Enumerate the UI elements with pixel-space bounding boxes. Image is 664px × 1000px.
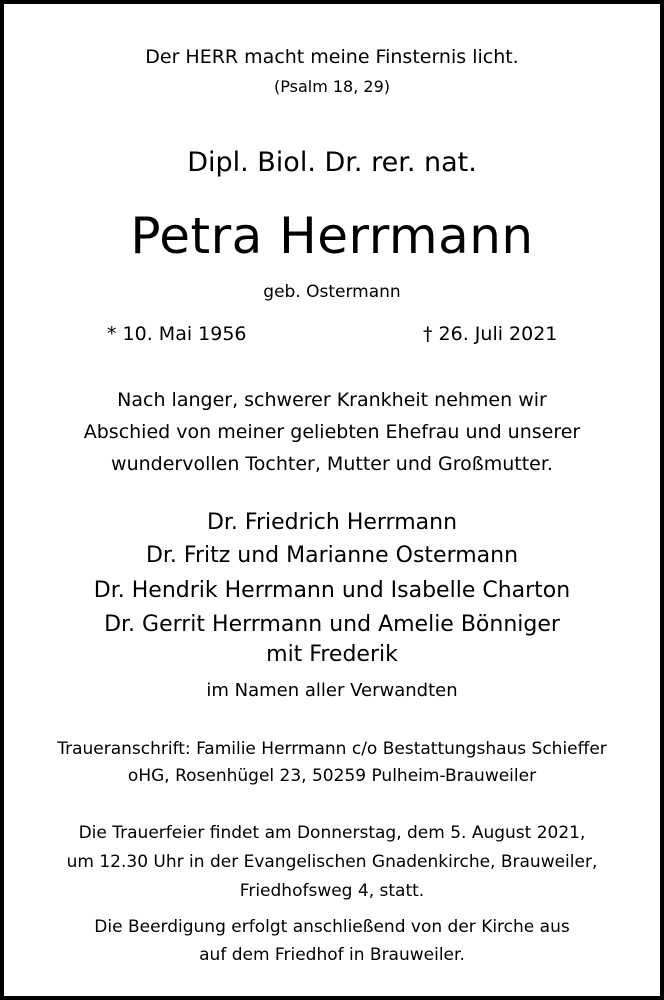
mourner-name: Dr. Fritz und Marianne Ostermann — [145, 543, 519, 568]
deceased-name: Petra Herrmann — [130, 207, 534, 265]
funeral-info-line: Friedhofsweg 4, statt. — [239, 881, 425, 901]
birth-name: geb. Ostermann — [263, 282, 401, 302]
announcement-line: wundervollen Tochter, Mutter und Großmutter. — [111, 453, 553, 475]
academic-title: Dipl. Biol. Dr. rer. nat. — [187, 147, 477, 178]
birth-date: * 10. Mai 1956 — [107, 323, 247, 345]
mourner-name: mit Frederik — [266, 642, 398, 667]
mourning-address-line: oHG, Rosenhügel 23, 50259 Pulheim-Brauweiler — [127, 766, 537, 786]
announcement-line: Nach langer, schwerer Krankheit nehmen wir — [117, 389, 547, 411]
mourning-address-line: Traueranschrift: Familie Herrmann c/o Bestattungshaus Schieffer — [57, 739, 607, 759]
bible-verse-reference: (Psalm 18, 29) — [274, 77, 390, 96]
mourner-name: Dr. Friedrich Herrmann — [206, 510, 458, 535]
life-dates — [0, 323, 664, 353]
on-behalf-note: im Namen aller Verwandten — [206, 680, 458, 701]
mourner-name: Dr. Gerrit Herrmann und Amelie Bönniger — [104, 612, 560, 637]
burial-info-line: auf dem Friedhof in Brauweiler. — [199, 945, 465, 965]
funeral-info-line: um 12.30 Uhr in der Evangelischen Gnadenkirche, Brauweiler, — [66, 852, 598, 872]
bible-verse: Der HERR macht meine Finsternis licht. — [145, 46, 519, 68]
mourner-name: Dr. Hendrik Herrmann und Isabelle Charton — [93, 578, 571, 603]
funeral-info-line: Die Trauerfeier findet am Donnerstag, dem 5. August 2021, — [78, 823, 586, 843]
announcement-line: Abschied von meiner geliebten Ehefrau und unserer — [83, 421, 581, 443]
burial-info-line: Die Beerdigung erfolgt anschließend von der Kirche aus — [94, 917, 570, 937]
death-date: † 26. Juli 2021 — [423, 323, 558, 345]
